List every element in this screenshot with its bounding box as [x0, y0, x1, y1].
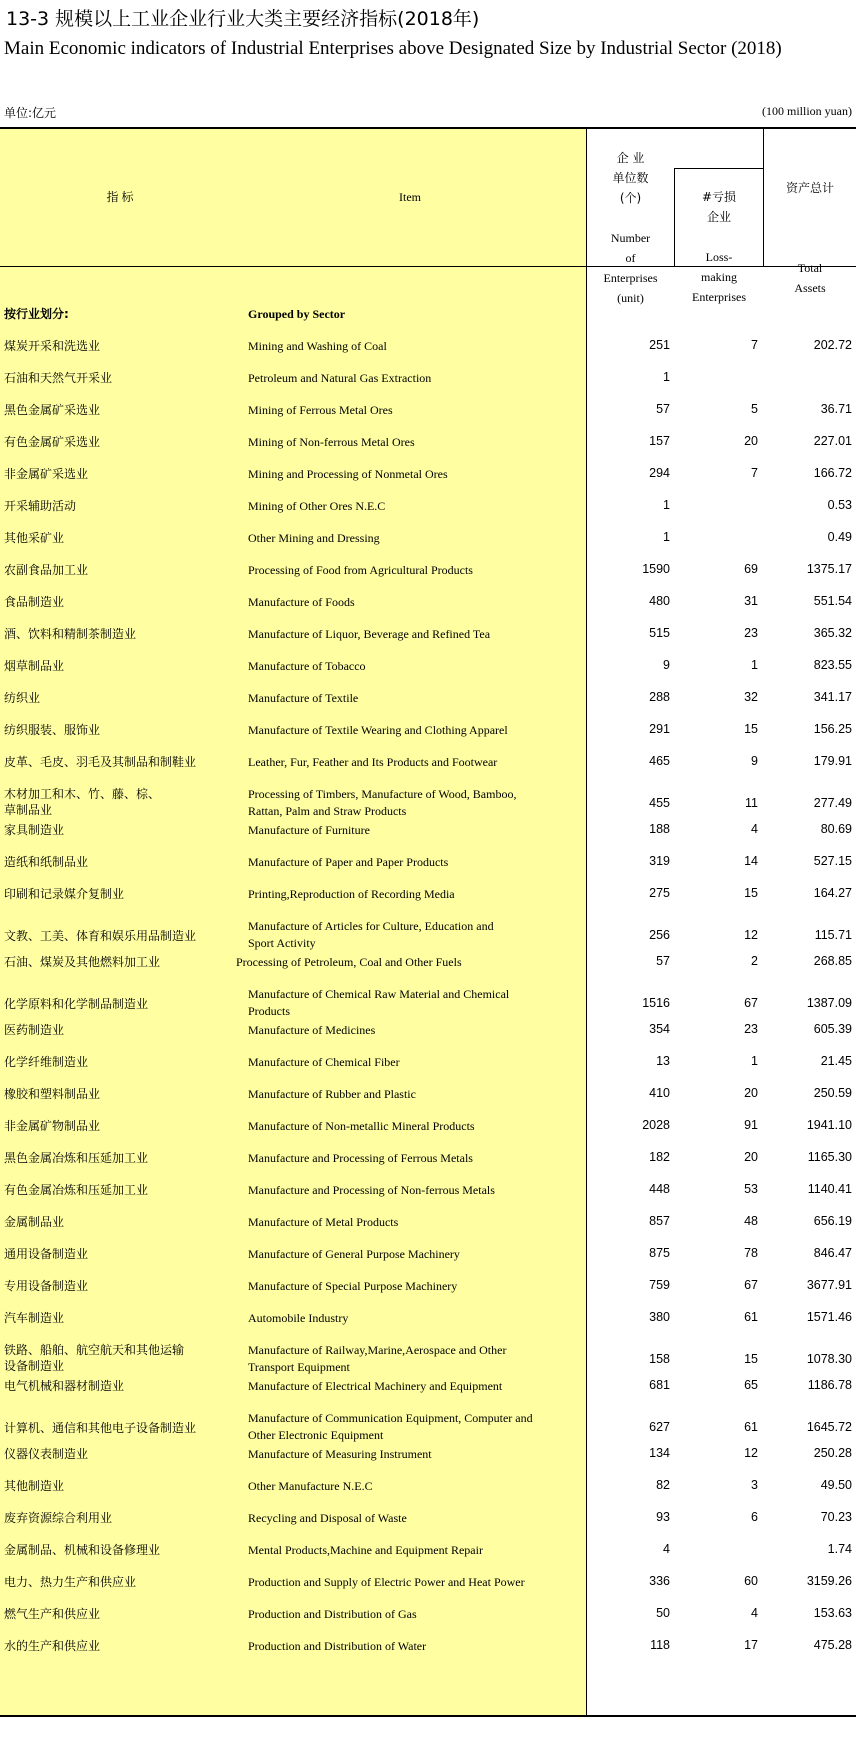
row-item-en: Manufacture of Measuring Instrument: [248, 1447, 432, 1461]
row-item-en: Leather, Fur, Feather and Its Products and Footwear: [248, 755, 498, 769]
row-item-en: Mining and Washing of Coal: [248, 339, 387, 353]
row-enterprises-value: 857: [649, 1214, 670, 1228]
row-indicator-cn: 烟草制品业: [4, 659, 65, 673]
table-row: [0, 530, 856, 562]
row-indicator-cn: 石油和天然气开采业: [4, 371, 113, 385]
table-row: [0, 466, 856, 498]
row-enterprises-value: 82: [656, 1478, 670, 1492]
header-assets-cn: 资产总计: [785, 181, 834, 195]
row-loss-making-value: 1: [751, 658, 758, 672]
row-total-assets-value: 202.72: [813, 338, 852, 352]
row-item-en: Manufacture of Articles for Culture, Education and Sport Activity: [248, 919, 494, 950]
row-enterprises-value: 875: [649, 1246, 670, 1260]
row-total-assets-value: 3159.26: [806, 1574, 852, 1588]
row-total-assets-value: 49.50: [820, 1478, 852, 1492]
row-total-assets-value: 164.27: [813, 886, 852, 900]
row-total-assets-value: 605.39: [813, 1022, 852, 1036]
table-row: [0, 338, 856, 370]
table-row: [0, 1278, 856, 1310]
row-total-assets-value: 1571.46: [806, 1310, 852, 1324]
row-item-en: Processing of Food from Agricultural Products: [248, 563, 473, 577]
row-loss-making-value: 78: [744, 1246, 758, 1260]
unit-label-cn: 单位:亿元: [4, 106, 57, 120]
row-item-en: Manufacture of Liquor, Beverage and Refined Tea: [248, 627, 491, 641]
row-indicator-cn: 木材加工和木、竹、藤、棕、 草制品业: [4, 787, 161, 817]
row-loss-making-value: 20: [744, 1150, 758, 1164]
table-bottom-rule: [0, 1715, 856, 1717]
row-indicator-cn: 其他制造业: [4, 1479, 65, 1493]
row-total-assets-value: 227.01: [813, 434, 852, 448]
row-enterprises-value: 1: [663, 530, 670, 544]
row-loss-making-value: 7: [751, 466, 758, 480]
row-enterprises-value: 57: [656, 402, 670, 416]
table-row: [0, 1638, 856, 1670]
table-row: [0, 786, 856, 822]
row-total-assets-value: 21.45: [820, 1054, 852, 1068]
table-row: [0, 562, 856, 594]
row-enterprises-value: 291: [649, 722, 670, 736]
row-item-en: Manufacture of Furniture: [248, 823, 370, 837]
row-indicator-cn: 开采辅助活动: [4, 499, 77, 513]
row-enterprises-value: 681: [649, 1378, 670, 1392]
row-item-en: Production and Distribution of Water: [248, 1639, 427, 1653]
row-total-assets-value: 153.63: [813, 1606, 852, 1620]
row-enterprises-value: 1: [663, 370, 670, 384]
row-loss-making-value: 12: [744, 928, 758, 942]
table-row: [0, 434, 856, 466]
row-indicator-cn: 有色金属冶炼和压延加工业: [4, 1183, 149, 1197]
row-enterprises-value: 515: [649, 626, 670, 640]
row-total-assets-value: 1645.72: [806, 1420, 852, 1434]
row-total-assets-value: 365.32: [813, 626, 852, 640]
row-item-en: Manufacture of Metal Products: [248, 1215, 399, 1229]
row-item-en: Production and Distribution of Gas: [248, 1607, 417, 1621]
row-item-en: Manufacture of Tobacco: [248, 659, 366, 673]
row-loss-making-value: 7: [751, 338, 758, 352]
table-row: [0, 986, 856, 1022]
table-row: [0, 1150, 856, 1182]
row-enterprises-value: 251: [649, 338, 670, 352]
row-indicator-cn: 石油、煤炭及其他燃料加工业: [4, 955, 161, 969]
row-indicator-cn: 铁路、船舶、航空航天和其他运输 设备制造业: [4, 1343, 185, 1373]
table-row: [0, 1214, 856, 1246]
row-indicator-cn: 计算机、通信和其他电子设备制造业: [4, 1421, 197, 1435]
row-indicator-cn: 农副食品加工业: [4, 563, 89, 577]
table-row: [0, 1542, 856, 1574]
row-loss-making-value: 61: [744, 1420, 758, 1434]
table-row: [0, 1054, 856, 1086]
row-enterprises-value: 275: [649, 886, 670, 900]
header-indicator-cn: 指 标: [106, 190, 134, 204]
table-row: [0, 1022, 856, 1054]
row-total-assets-value: 0.53: [827, 498, 852, 512]
row-indicator-cn: 化学纤维制造业: [4, 1055, 89, 1069]
row-total-assets-value: 1186.78: [807, 1378, 852, 1392]
row-indicator-cn: 纺织业: [4, 691, 41, 705]
table-row: [0, 498, 856, 530]
row-enterprises-value: 134: [649, 1446, 670, 1460]
row-item-en: Manufacture of Textile Wearing and Clothing Apparel: [248, 723, 508, 737]
row-item-en: Manufacture of Communication Equipment, Computer and Other Electronic Equipment: [248, 1411, 533, 1442]
row-total-assets-value: 80.69: [820, 822, 852, 836]
row-loss-making-value: 3: [751, 1478, 758, 1492]
row-indicator-cn: 汽车制造业: [4, 1311, 65, 1325]
row-enterprises-value: 465: [649, 754, 670, 768]
table-row: [0, 1606, 856, 1638]
row-item-en: Automobile Industry: [248, 1311, 349, 1325]
row-enterprises-value: 50: [656, 1606, 670, 1620]
row-total-assets-value: 268.85: [813, 954, 852, 968]
table-row: [0, 1446, 856, 1478]
row-total-assets-value: 250.28: [813, 1446, 852, 1460]
table-row: [0, 1378, 856, 1410]
row-total-assets-value: 3677.91: [806, 1278, 852, 1292]
row-total-assets-value: 115.71: [814, 928, 852, 942]
row-item-en: Manufacture of General Purpose Machinery: [248, 1247, 460, 1261]
table-row: [0, 722, 856, 754]
row-loss-making-value: 5: [751, 402, 758, 416]
table-row: [0, 1510, 856, 1542]
row-indicator-cn: 橡胶和塑料制品业: [4, 1087, 101, 1101]
row-enterprises-value: 182: [649, 1150, 670, 1164]
row-loss-making-value: 91: [744, 1118, 758, 1132]
row-total-assets-value: 1941.10: [806, 1118, 852, 1132]
table-row: [0, 658, 856, 690]
row-item-en: Manufacture of Non-metallic Mineral Products: [248, 1119, 475, 1133]
header-loss-making: [675, 167, 763, 327]
row-indicator-cn: 电气机械和器材制造业: [4, 1379, 125, 1393]
row-loss-making-value: 69: [744, 562, 758, 576]
row-item-en: Manufacture of Railway,Marine,Aerospace and Other Transport Equipment: [248, 1343, 507, 1374]
row-indicator-cn: 化学原料和化学制品制造业: [4, 997, 149, 1011]
row-loss-making-value: 60: [744, 1574, 758, 1588]
row-enterprises-value: 256: [649, 928, 670, 942]
table-row: [0, 626, 856, 658]
row-item-en: Production and Supply of Electric Power and Heat Power: [248, 1575, 525, 1589]
row-enterprises-value: 455: [649, 796, 670, 810]
row-enterprises-value: 157: [649, 434, 670, 448]
row-loss-making-value: 4: [751, 1606, 758, 1620]
row-total-assets-value: 70.23: [820, 1510, 852, 1524]
group-label-en: Grouped by Sector: [248, 307, 346, 321]
row-enterprises-value: 93: [656, 1510, 670, 1524]
row-loss-making-value: 15: [744, 722, 758, 736]
header-loss-en: Loss- making Enterprises: [692, 250, 746, 304]
row-item-en: Other Mining and Dressing: [248, 531, 380, 545]
row-item-en: Processing of Petroleum, Coal and Other Fuels: [236, 955, 462, 969]
table-row: [0, 1574, 856, 1606]
row-enterprises-value: 380: [649, 1310, 670, 1324]
row-total-assets-value: 1.74: [827, 1542, 852, 1556]
table-row: [0, 1086, 856, 1118]
row-enterprises-value: 1590: [642, 562, 670, 576]
row-loss-making-value: 15: [744, 886, 758, 900]
header-assets: [764, 158, 856, 318]
row-item-en: Manufacture of Special Purpose Machinery: [248, 1279, 458, 1293]
row-item-en: Petroleum and Natural Gas Extraction: [248, 371, 432, 385]
group-label-cn: 按行业划分:: [4, 307, 69, 321]
row-indicator-cn: 印刷和记录媒介复制业: [4, 887, 125, 901]
header-enterprises-cn: 企 业 单位数 (个): [612, 151, 649, 205]
row-indicator-cn: 电力、热力生产和供应业: [4, 1575, 137, 1589]
row-total-assets-value: 1375.17: [806, 562, 852, 576]
row-item-en: Manufacture of Chemical Raw Material and Chemical Products: [248, 987, 510, 1018]
unit-label-en: (100 million yuan): [762, 104, 852, 118]
row-total-assets-value: 1140.41: [807, 1182, 852, 1196]
row-indicator-cn: 家具制造业: [4, 823, 65, 837]
row-indicator-cn: 金属制品、机械和设备修理业: [4, 1543, 161, 1557]
row-loss-making-value: 20: [744, 434, 758, 448]
row-indicator-cn: 燃气生产和供应业: [4, 1607, 101, 1621]
row-loss-making-value: 48: [744, 1214, 758, 1228]
table-row: [0, 1310, 856, 1342]
row-indicator-cn: 食品制造业: [4, 595, 65, 609]
row-indicator-cn: 废弃资源综合利用业: [4, 1511, 113, 1525]
row-item-en: Manufacture of Paper and Paper Products: [248, 855, 449, 869]
page-title-en: Main Economic indicators of Industrial Enterprises above Designated Size by Industrial Sector (2018): [4, 38, 782, 59]
row-enterprises-value: 2028: [642, 1118, 670, 1132]
row-loss-making-value: 23: [744, 626, 758, 640]
table-row: [0, 1478, 856, 1510]
table-row: [0, 594, 856, 626]
row-total-assets-value: 1165.30: [807, 1150, 852, 1164]
table-row: [0, 402, 856, 434]
row-enterprises-value: 118: [650, 1638, 670, 1652]
row-indicator-cn: 非金属矿物制品业: [4, 1119, 101, 1133]
row-item-en: Manufacture of Rubber and Plastic: [248, 1087, 416, 1101]
page-title-cn: 13-3 规模以上工业企业行业大类主要经济指标(2018年): [6, 8, 480, 30]
row-enterprises-value: 158: [649, 1352, 670, 1366]
row-loss-making-value: 11: [745, 796, 758, 810]
row-enterprises-value: 480: [649, 594, 670, 608]
row-total-assets-value: 156.25: [813, 722, 852, 736]
table-row: [0, 886, 856, 918]
header-enterprises-en: Number of Enterprises (unit): [603, 231, 658, 305]
row-total-assets-value: 250.59: [813, 1086, 852, 1100]
row-indicator-cn: 黑色金属冶炼和压延加工业: [4, 1151, 149, 1165]
row-total-assets-value: 277.49: [813, 796, 852, 810]
row-loss-making-value: 2: [751, 954, 758, 968]
row-loss-making-value: 31: [744, 594, 758, 608]
row-loss-making-value: 32: [744, 690, 758, 704]
header-enterprises: [587, 128, 674, 328]
row-total-assets-value: 823.55: [813, 658, 852, 672]
row-indicator-cn: 有色金属矿采选业: [4, 435, 101, 449]
row-indicator-cn: 水的生产和供应业: [4, 1639, 101, 1653]
table-row: [0, 918, 856, 954]
row-loss-making-value: 67: [744, 1278, 758, 1292]
row-loss-making-value: 65: [744, 1378, 758, 1392]
row-item-en: Manufacture of Chemical Fiber: [248, 1055, 400, 1069]
header-assets-en: Total Assets: [794, 261, 826, 295]
row-total-assets-value: 341.17: [813, 690, 852, 704]
row-enterprises-value: 188: [649, 822, 670, 836]
row-indicator-cn: 其他采矿业: [4, 531, 65, 545]
row-enterprises-value: 288: [649, 690, 670, 704]
row-enterprises-value: 410: [649, 1086, 670, 1100]
row-loss-making-value: 61: [744, 1310, 758, 1324]
row-loss-making-value: 4: [751, 822, 758, 836]
row-indicator-cn: 煤炭开采和洗选业: [4, 339, 101, 353]
row-total-assets-value: 1078.30: [806, 1352, 852, 1366]
row-loss-making-value: 6: [751, 1510, 758, 1524]
row-total-assets-value: 1387.09: [806, 996, 852, 1010]
row-item-en: Manufacture of Foods: [248, 595, 355, 609]
row-indicator-cn: 造纸和纸制品业: [4, 855, 89, 869]
row-enterprises-value: 336: [649, 1574, 670, 1588]
row-indicator-cn: 非金属矿采选业: [4, 467, 89, 481]
row-loss-making-value: 1: [751, 1054, 758, 1068]
table-row: [0, 690, 856, 722]
row-item-en: Mining of Ferrous Metal Ores: [248, 403, 393, 417]
row-indicator-cn: 黑色金属矿采选业: [4, 403, 101, 417]
row-enterprises-value: 1: [663, 498, 670, 512]
row-loss-making-value: 53: [744, 1182, 758, 1196]
row-item-en: Manufacture of Medicines: [248, 1023, 376, 1037]
row-enterprises-value: 448: [649, 1182, 670, 1196]
row-indicator-cn: 纺织服装、服饰业: [4, 723, 101, 737]
row-enterprises-value: 57: [656, 954, 670, 968]
row-item-en: Other Manufacture N.E.C: [248, 1479, 373, 1493]
row-indicator-cn: 文教、工美、体育和娱乐用品制造业: [4, 929, 197, 943]
row-total-assets-value: 846.47: [813, 1246, 852, 1260]
table-row: [0, 1118, 856, 1150]
row-loss-making-value: 15: [744, 1352, 758, 1366]
row-item-en: Manufacture and Processing of Non-ferrous Metals: [248, 1183, 495, 1197]
row-enterprises-value: 9: [663, 658, 670, 672]
row-item-en: Printing,Reproduction of Recording Media: [248, 887, 455, 901]
table-row: [0, 1342, 856, 1378]
table-row: [0, 822, 856, 854]
row-item-en: Manufacture and Processing of Ferrous Metals: [248, 1151, 473, 1165]
row-loss-making-value: 9: [751, 754, 758, 768]
row-item-en: Mining and Processing of Nonmetal Ores: [248, 467, 448, 481]
row-item-en: Recycling and Disposal of Waste: [248, 1511, 407, 1525]
row-total-assets-value: 527.15: [813, 854, 852, 868]
row-loss-making-value: 23: [744, 1022, 758, 1036]
row-item-en: Mining of Other Ores N.E.C: [248, 499, 386, 513]
header-item-en: Item: [399, 190, 421, 204]
table-row: [0, 854, 856, 886]
table-row: [0, 370, 856, 402]
row-indicator-cn: 皮革、毛皮、羽毛及其制品和制鞋业: [4, 755, 197, 769]
row-indicator-cn: 通用设备制造业: [4, 1247, 89, 1261]
row-indicator-cn: 仪器仪表制造业: [4, 1447, 89, 1461]
row-enterprises-value: 13: [656, 1054, 670, 1068]
row-enterprises-value: 319: [649, 854, 670, 868]
row-item-en: Manufacture of Textile: [248, 691, 359, 705]
row-indicator-cn: 医药制造业: [4, 1023, 65, 1037]
table-row: [0, 1182, 856, 1214]
row-total-assets-value: 551.54: [813, 594, 852, 608]
row-indicator-cn: 金属制品业: [4, 1215, 65, 1229]
table-row: [0, 754, 856, 786]
row-total-assets-value: 656.19: [813, 1214, 852, 1228]
row-item-en: Mining of Non-ferrous Metal Ores: [248, 435, 415, 449]
header-loss-cn: #亏损 企业: [701, 190, 737, 224]
row-loss-making-value: 12: [744, 1446, 758, 1460]
row-indicator-cn: 专用设备制造业: [4, 1279, 89, 1293]
row-enterprises-value: 627: [649, 1420, 670, 1434]
row-loss-making-value: 67: [744, 996, 758, 1010]
row-enterprises-value: 354: [649, 1022, 670, 1036]
row-enterprises-value: 294: [649, 466, 670, 480]
row-enterprises-value: 759: [649, 1278, 670, 1292]
row-total-assets-value: 475.28: [813, 1638, 852, 1652]
table-row: [0, 954, 856, 986]
row-total-assets-value: 36.71: [820, 402, 852, 416]
row-item-en: Manufacture of Electrical Machinery and Equipment: [248, 1379, 503, 1393]
row-total-assets-value: 166.72: [813, 466, 852, 480]
row-total-assets-value: 0.49: [827, 530, 852, 544]
row-enterprises-value: 4: [663, 1542, 670, 1556]
row-loss-making-value: 20: [744, 1086, 758, 1100]
row-item-en: Mental Products,Machine and Equipment Repair: [248, 1543, 483, 1557]
row-loss-making-value: 17: [744, 1638, 758, 1652]
row-enterprises-value: 1516: [642, 996, 670, 1010]
table-row: [0, 1410, 856, 1446]
table-top-rule: [0, 127, 856, 129]
table-row: [0, 1246, 856, 1278]
row-indicator-cn: 酒、饮料和精制茶制造业: [4, 627, 137, 641]
row-total-assets-value: 179.91: [813, 754, 852, 768]
row-item-en: Processing of Timbers, Manufacture of Wood, Bamboo, Rattan, Palm and Straw Products: [248, 787, 517, 818]
row-loss-making-value: 14: [744, 854, 758, 868]
